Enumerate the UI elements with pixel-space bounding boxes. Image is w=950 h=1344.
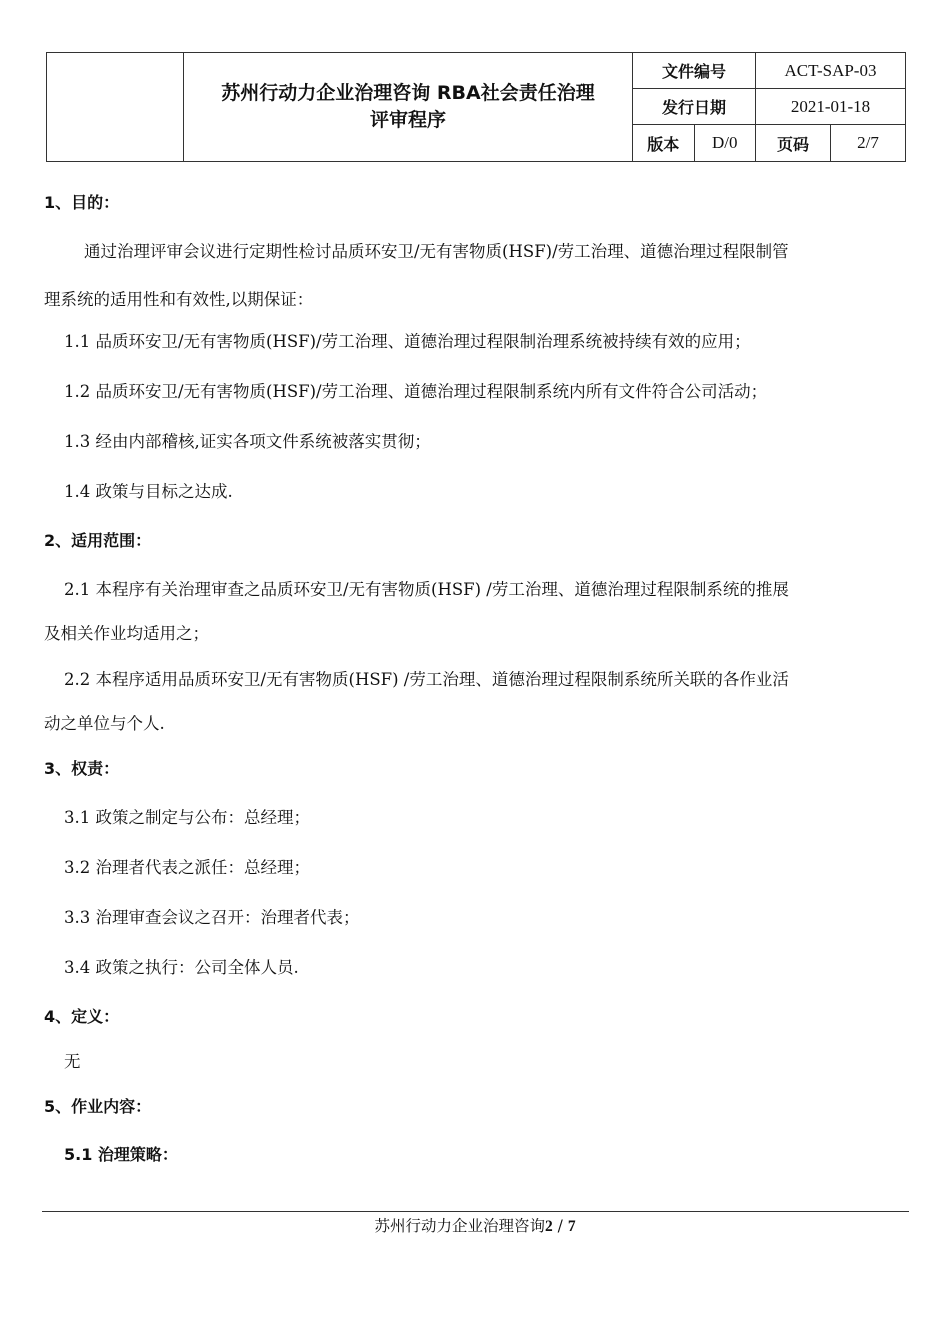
section-1-heading: 1、目的： [44,193,120,212]
section-3-item: 3.4 政策之执行：公司全体人员. [64,958,299,977]
issue-date-label: 发行日期 [633,89,756,125]
footer-separator: / [557,1217,563,1235]
doc-no-value: ACT-SAP-03 [756,53,906,89]
section-2-item1-line1: 2.1 本程序有关治理审查之品质环安卫/无有害物质(HSF) /劳工治理、道德治理过程限制系统的推展 [64,580,789,599]
page-footer [0,1214,950,1236]
section-3-item: 3.3 治理审查会议之召开：治理者代表； [64,908,360,927]
section-2-item1-line2: 及相关作业均适用之； [44,624,209,643]
section-3-heading: 3、权责： [44,759,120,778]
document-title-line1: 苏州行动力企业治理咨询 RBA社会责任治理 [221,82,595,104]
document-title-line2: 评审程序 [369,109,446,131]
section-3-item: 3.1 政策之制定与公布：总经理； [64,808,310,827]
page-label: 页码 [756,125,831,162]
section-2-item2-line2: 动之单位与个人. [44,714,165,733]
section-2-item2-line1: 2.2 本程序适用品质环安卫/无有害物质(HSF) /劳工治理、道德治理过程限制系统所关联的各作业活 [64,670,789,689]
page-value: 2/7 [831,125,906,162]
section-1-item: 1.3 经由内部稽核,证实各项文件系统被落实贯彻； [64,432,431,451]
section-1-item: 1.2 品质环安卫/无有害物质(HSF)/劳工治理、道德治理过程限制系统内所有文件符合公司活动； [64,382,768,401]
section-1-item: 1.1 品质环安卫/无有害物质(HSF)/劳工治理、道德治理过程限制治理系统被持续有效的应用； [64,332,751,351]
section-4-heading: 4、定义： [44,1007,120,1026]
section-4-text: 无 [64,1052,81,1071]
doc-no-label: 文件编号 [633,53,756,89]
footer-page-total: 7 [567,1218,576,1235]
version-value: D/0 [694,125,756,162]
section-1-item: 1.4 政策与目标之达成. [64,482,233,501]
version-label: 版本 [633,125,695,162]
document-body [44,0,910,1200]
section-5-1-heading: 5.1 治理策略： [64,1145,178,1164]
issue-date-value: 2021-01-18 [756,89,906,125]
section-5-heading: 5、作业内容： [44,1097,152,1116]
section-1-intro-line2: 理系统的适用性和有效性,以期保证： [44,290,314,309]
section-1-intro-line1: 通过治理评审会议进行定期性检讨品质环安卫/无有害物质(HSF)/劳工治理、道德治理过程限制管 [84,242,789,261]
section-3-item: 3.2 治理者代表之派任：总经理； [64,858,310,877]
section-2-heading: 2、适用范围： [44,531,152,550]
footer-divider [42,1211,909,1212]
footer-page-current: 2 [544,1218,553,1235]
footer-company: 苏州行动力企业治理咨询 [374,1217,545,1235]
